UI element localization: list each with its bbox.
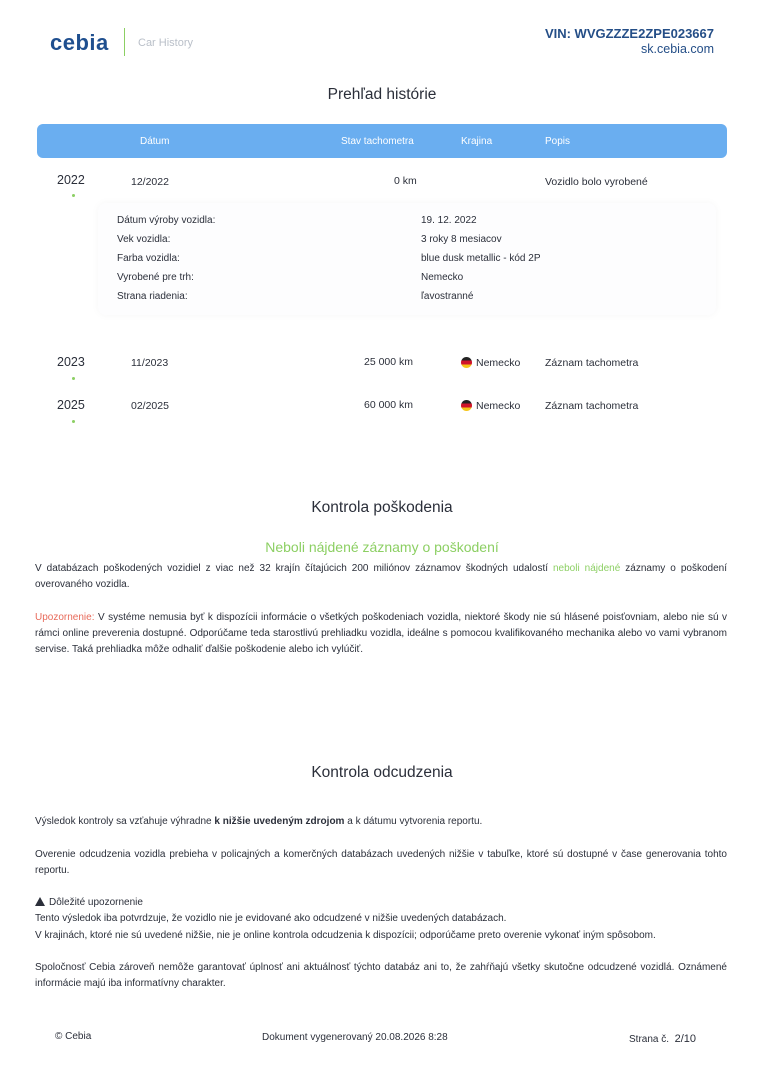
page-number: 2/10 [674,1033,697,1045]
row-country [461,357,520,369]
important-notice-line-1: Tento výsledok iba potvrdzuje, že vozidlo nie je evidované ako odcudzené v nižšie uvedených databázach. [35,913,507,924]
row-country [461,400,520,412]
detail-label: Farba vozidla: [117,253,180,264]
country-name: Nemecko [476,400,521,412]
row-description: Záznam tachometra [545,400,639,412]
footer-page [629,1033,696,1045]
warning-icon [35,897,45,906]
damage-paragraph: V databázach poškodených vozidiel z viac než 32 krajín čítajúcich 200 miliónov záznamov škodných udalostí neboli nájdené záznamy o poškodení overovaného vozidla. [35,563,727,590]
sources-bold: k nižšie uvedeným zdrojom [214,816,345,827]
site-link[interactable]: sk.cebia.com [641,42,714,56]
column-date: Dátum [140,136,170,147]
logo-divider [124,28,125,56]
detail-value: ľavostranné [421,291,474,302]
row-year: 2025 [57,398,85,412]
theft-paragraph-3: Spoločnosť Cebia zároveň nemôže garantovať úplnosť ani aktuálnosť týchto databáz ani to, že zahŕňajú všetky skutočne odcudzené vozidlá. Oznámené informácie majú iba informatívny charakter. [35,962,727,989]
detail-value: 3 roky 8 mesiacov [421,234,502,245]
page-label: Strana č. [629,1034,670,1045]
warning-label: Upozornenie: [35,612,95,623]
important-notice-title: Dôležité upozornenie [35,895,727,911]
detail-label: Dátum výroby vozidla: [117,215,216,226]
footer-generated: Dokument vygenerovaný 20.08.2026 8:28 [262,1032,448,1043]
detail-label: Strana riadenia: [117,291,188,302]
row-date: 12/2022 [131,176,169,188]
damage-result: Neboli nájdené záznamy o poškodení [265,539,499,555]
row-odometer: 0 km [394,175,417,187]
germany-flag-icon [461,357,472,368]
timeline-dot [72,377,75,380]
timeline-dot [72,194,75,197]
history-title: Prehľad histórie [327,86,437,103]
country-name: Nemecko [476,357,521,369]
row-odometer: 25 000 km [364,356,414,368]
row-description: Záznam tachometra [545,357,639,369]
theft-paragraph-2: Overenie odcudzenia vozidla prebieha v policajných a komerčných databázach uvedených nižšie v tabuľke, ktoré sú dostupné v čase generovania tohto reportu. [35,849,727,876]
footer-copyright: © Cebia [55,1031,92,1042]
row-odometer: 60 000 km [364,399,414,411]
theft-title: Kontrola odcudzenia [311,764,453,781]
detail-value: 19. 12. 2022 [421,215,477,226]
cebia-logo: cebia [50,30,109,55]
not-found-highlight: neboli nájdené [553,563,621,574]
row-date: 02/2025 [131,400,169,412]
detail-value: Nemecko [421,272,464,283]
timeline-dot [72,420,75,423]
row-date: 11/2023 [131,357,169,369]
detail-label: Vek vozidla: [117,234,171,245]
column-description: Popis [545,136,571,147]
row-description: Vozidlo bolo vyrobené [545,176,648,188]
germany-flag-icon [461,400,472,411]
column-country: Krajina [461,136,493,147]
row-year: 2022 [57,173,85,187]
detail-value: blue dusk metallic - kód 2P [421,253,541,264]
damage-title: Kontrola poškodenia [311,499,453,516]
column-odometer: Stav tachometra [341,136,414,147]
row-year: 2023 [57,355,85,369]
theft-paragraph-1: Výsledok kontroly sa vzťahuje výhradne k nižšie uvedeným zdrojom a k dátumu vytvorenia reportu. [35,816,483,827]
logo-subtitle: Car History [138,37,194,49]
detail-label: Vyrobené pre trh: [117,272,194,283]
damage-warning: Upozornenie: V systéme nemusia byť k dispozícii informácie o všetkých poškodeniach vozidla, niektoré škody nie sú hlásené poisťovniam, alebo nie sú v rámci online preverenia dostupné. Odporúčame teda starostlivú prehliadku vozidla, ideálne s pomocou kvalifikovaného mechanika alebo vo vami vybranom servise. Taká prehliadka môže odhaliť ďalšie poškodenie alebo ich vylúčiť. [35,612,727,655]
vin-number: VIN: WVGZZZE2ZPE023667 [544,26,714,41]
important-notice-line-2: V krajinách, ktoré nie sú uvedené nižšie, nie je online kontrola odcudzenia k dispozícii; odporúčame preto overenie vykonať iným spôsobom. [35,930,656,941]
